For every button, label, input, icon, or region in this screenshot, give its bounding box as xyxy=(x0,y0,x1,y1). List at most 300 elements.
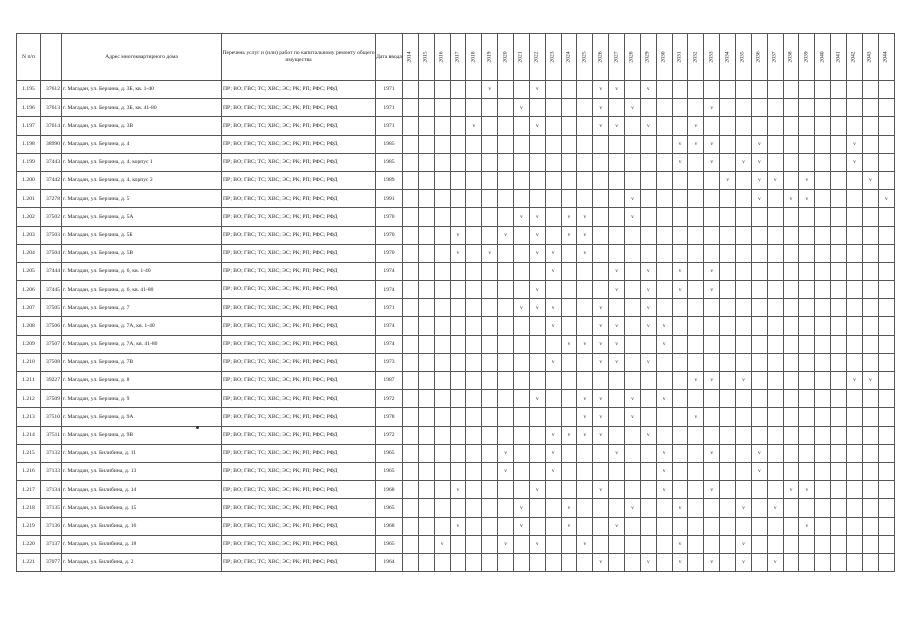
row-address: г. Магадан, ул. Берзина, д. 7 xyxy=(62,299,222,317)
table-row xyxy=(17,135,895,153)
year-cell xyxy=(688,517,704,535)
year-cell xyxy=(688,99,704,117)
row-commission-year: 1970 xyxy=(376,244,403,262)
year-cell xyxy=(514,462,530,480)
check-mark: v xyxy=(640,317,656,335)
check-mark: v xyxy=(593,353,609,371)
year-cell xyxy=(593,208,609,226)
year-cell xyxy=(482,353,498,371)
check-mark: v xyxy=(625,99,641,117)
check-mark: v xyxy=(529,208,545,226)
year-cell xyxy=(418,408,434,426)
header-year-label: 2018 xyxy=(470,51,477,63)
year-cell xyxy=(434,153,450,171)
year-cell xyxy=(640,135,656,153)
check-mark: v xyxy=(847,135,863,153)
year-cell xyxy=(593,535,609,553)
year-cell xyxy=(418,353,434,371)
row-services: ПР; ВО; ГВС; ТС; ХВС; ЭС; РК; РП; РФС; РФД xyxy=(222,226,376,244)
year-cell xyxy=(799,553,815,571)
year-cell xyxy=(799,244,815,262)
year-cell xyxy=(593,444,609,462)
row-services: ПР; ВО; ГВС; ТС; ХВС; ЭС; РК; РП; РФС; РФД xyxy=(222,135,376,153)
year-cell xyxy=(403,462,419,480)
year-cell xyxy=(831,171,847,189)
row-address: г. Магадан, ул. Берзина, д. 5А xyxy=(62,208,222,226)
year-cell xyxy=(529,262,545,280)
header-address: Адрес многоквартирного дома xyxy=(62,34,222,81)
check-mark: v xyxy=(672,262,688,280)
year-cell xyxy=(434,317,450,335)
year-cell xyxy=(688,481,704,499)
year-cell xyxy=(815,117,831,135)
year-cell xyxy=(767,208,783,226)
year-cell xyxy=(688,190,704,208)
year-cell xyxy=(799,262,815,280)
check-mark: v xyxy=(625,390,641,408)
year-cell xyxy=(799,281,815,299)
year-cell xyxy=(529,553,545,571)
header-year xyxy=(498,34,514,81)
check-mark: v xyxy=(434,535,450,553)
year-cell xyxy=(403,335,419,353)
row-house-id: 37134 xyxy=(41,481,62,499)
row-commission-year: 1971 xyxy=(376,81,403,99)
row-services: ПР; ВО; ГВС; ТС; ХВС; ЭС; РК; РП; РФС; РФД xyxy=(222,372,376,390)
table-row xyxy=(17,462,895,480)
row-number: 1.196 xyxy=(17,99,41,117)
year-cell xyxy=(561,299,577,317)
year-cell xyxy=(656,517,672,535)
year-cell xyxy=(593,462,609,480)
row-address: г. Магадан, ул. Берзина, д. 5 xyxy=(62,190,222,208)
year-cell xyxy=(625,153,641,171)
year-cell xyxy=(403,426,419,444)
header-year xyxy=(577,34,593,81)
year-cell xyxy=(783,208,799,226)
year-cell xyxy=(783,335,799,353)
year-cell xyxy=(577,171,593,189)
year-cell xyxy=(403,535,419,553)
year-cell xyxy=(466,426,482,444)
year-cell xyxy=(498,517,514,535)
year-cell xyxy=(482,481,498,499)
row-number: 1.195 xyxy=(17,81,41,99)
row-house-id: 37077 xyxy=(41,553,62,571)
year-cell xyxy=(403,117,419,135)
year-cell xyxy=(450,262,466,280)
year-cell xyxy=(434,262,450,280)
year-cell xyxy=(799,117,815,135)
year-cell xyxy=(609,499,625,517)
check-mark: v xyxy=(593,553,609,571)
year-cell xyxy=(625,262,641,280)
year-cell xyxy=(799,462,815,480)
year-cell xyxy=(751,499,767,517)
year-cell xyxy=(862,153,878,171)
year-cell xyxy=(593,281,609,299)
year-cell xyxy=(862,81,878,99)
year-cell xyxy=(482,262,498,280)
year-cell xyxy=(799,426,815,444)
year-cell xyxy=(847,244,863,262)
year-cell xyxy=(593,190,609,208)
check-mark: v xyxy=(450,226,466,244)
year-cell xyxy=(625,517,641,535)
header-year xyxy=(656,34,672,81)
year-cell xyxy=(529,517,545,535)
row-address: г. Магадан, ул. Берзина, д. 3Б, кв. 41-80 xyxy=(62,99,222,117)
check-mark: v xyxy=(593,117,609,135)
row-services: ПР; ВО; ГВС; ТС; ХВС; ЭС; РК; РП; РФС; РФД xyxy=(222,499,376,517)
year-cell xyxy=(672,372,688,390)
row-house-id: 37502 xyxy=(41,208,62,226)
year-cell xyxy=(545,553,561,571)
year-cell xyxy=(498,426,514,444)
row-house-id: 37442 xyxy=(41,171,62,189)
table-row xyxy=(17,153,895,171)
year-cell xyxy=(514,262,530,280)
year-cell xyxy=(767,190,783,208)
year-cell xyxy=(736,299,752,317)
check-mark: v xyxy=(656,444,672,462)
year-cell xyxy=(736,190,752,208)
year-cell xyxy=(847,171,863,189)
check-mark: v xyxy=(514,499,530,517)
check-mark: v xyxy=(672,135,688,153)
year-cell xyxy=(434,372,450,390)
row-address: г. Магадан, ул. Берзина, д. 7В xyxy=(62,353,222,371)
year-cell xyxy=(767,299,783,317)
row-house-id: 39227 xyxy=(41,372,62,390)
row-services: ПР; ВО; ГВС; ТС; ХВС; ЭС; РК; РП; РФС; РФД xyxy=(222,335,376,353)
year-cell xyxy=(498,281,514,299)
row-house-id: 37132 xyxy=(41,444,62,462)
check-mark: v xyxy=(625,208,641,226)
year-cell xyxy=(609,99,625,117)
year-cell xyxy=(450,317,466,335)
year-cell xyxy=(466,99,482,117)
year-cell xyxy=(403,99,419,117)
year-cell xyxy=(878,153,894,171)
year-cell xyxy=(434,81,450,99)
row-number: 1.212 xyxy=(17,390,41,408)
check-mark: v xyxy=(482,81,498,99)
row-address: г. Магадан, ул. Билибина, д. 16 xyxy=(62,517,222,535)
year-cell xyxy=(609,535,625,553)
year-cell xyxy=(418,135,434,153)
year-cell xyxy=(450,171,466,189)
check-mark: v xyxy=(656,390,672,408)
year-cell xyxy=(736,135,752,153)
year-cell xyxy=(403,226,419,244)
year-cell xyxy=(466,81,482,99)
year-cell xyxy=(831,535,847,553)
year-cell xyxy=(656,372,672,390)
row-number: 1.218 xyxy=(17,499,41,517)
year-cell xyxy=(831,281,847,299)
year-cell xyxy=(720,99,736,117)
check-mark: v xyxy=(609,317,625,335)
header-year xyxy=(720,34,736,81)
year-cell xyxy=(418,390,434,408)
year-cell xyxy=(862,135,878,153)
year-cell xyxy=(418,171,434,189)
check-mark: v xyxy=(609,281,625,299)
year-cell xyxy=(704,535,720,553)
year-cell xyxy=(545,281,561,299)
year-cell xyxy=(418,226,434,244)
year-cell xyxy=(767,81,783,99)
year-cell xyxy=(704,190,720,208)
table-row xyxy=(17,372,895,390)
check-mark: v xyxy=(767,499,783,517)
year-cell xyxy=(688,153,704,171)
year-cell xyxy=(656,244,672,262)
year-cell xyxy=(403,517,419,535)
year-cell xyxy=(640,535,656,553)
row-address: г. Магадан, ул. Берзина, д. 6, кв. 41-80 xyxy=(62,281,222,299)
year-cell xyxy=(862,553,878,571)
row-number: 1.199 xyxy=(17,153,41,171)
year-cell xyxy=(704,244,720,262)
row-services: ПР; ВО; ГВС; ТС; ХВС; ЭС; РК; РП; РФС; РФД xyxy=(222,390,376,408)
check-mark: v xyxy=(577,426,593,444)
row-services: ПР; ВО; ГВС; ТС; ХВС; ЭС; РК; РП; РФС; РФД xyxy=(222,299,376,317)
header-year-label: 2020 xyxy=(502,51,509,63)
year-cell xyxy=(799,81,815,99)
year-cell xyxy=(545,81,561,99)
year-cell xyxy=(434,499,450,517)
year-cell xyxy=(751,335,767,353)
year-cell xyxy=(783,317,799,335)
check-mark: v xyxy=(640,281,656,299)
year-cell xyxy=(593,135,609,153)
row-house-id: 37511 xyxy=(41,426,62,444)
year-cell xyxy=(878,426,894,444)
check-mark: v xyxy=(656,481,672,499)
row-commission-year: 1968 xyxy=(376,517,403,535)
year-cell xyxy=(561,171,577,189)
year-cell xyxy=(450,99,466,117)
header-year-label: 2019 xyxy=(486,51,493,63)
check-mark: v xyxy=(545,262,561,280)
header-year xyxy=(736,34,752,81)
year-cell xyxy=(767,462,783,480)
year-cell xyxy=(434,481,450,499)
year-cell xyxy=(878,390,894,408)
header-year xyxy=(831,34,847,81)
header-year xyxy=(862,34,878,81)
year-cell xyxy=(862,335,878,353)
year-cell xyxy=(403,171,419,189)
year-cell xyxy=(783,81,799,99)
year-cell xyxy=(577,499,593,517)
year-cell xyxy=(704,81,720,99)
check-mark: v xyxy=(799,481,815,499)
year-cell xyxy=(656,281,672,299)
year-cell xyxy=(767,135,783,153)
year-cell xyxy=(688,281,704,299)
row-house-id: 38990 xyxy=(41,135,62,153)
row-number: 1.206 xyxy=(17,281,41,299)
year-cell xyxy=(403,281,419,299)
year-cell xyxy=(656,226,672,244)
row-address: г. Магадан, ул. Билибина, д. 15 xyxy=(62,499,222,517)
row-number: 1.216 xyxy=(17,462,41,480)
header-year xyxy=(529,34,545,81)
year-cell xyxy=(672,517,688,535)
header-year-label: 2031 xyxy=(676,51,683,63)
check-mark: v xyxy=(593,408,609,426)
row-address: г. Магадан, ул. Берзина, д. 4, корпус 1 xyxy=(62,153,222,171)
year-cell xyxy=(847,262,863,280)
year-cell xyxy=(545,171,561,189)
year-cell xyxy=(577,117,593,135)
check-mark: v xyxy=(704,444,720,462)
year-cell xyxy=(783,226,799,244)
year-cell xyxy=(561,99,577,117)
year-cell xyxy=(736,335,752,353)
check-mark: v xyxy=(704,135,720,153)
year-cell xyxy=(561,281,577,299)
year-cell xyxy=(736,226,752,244)
year-cell xyxy=(529,444,545,462)
year-cell xyxy=(450,408,466,426)
year-cell xyxy=(831,299,847,317)
year-cell xyxy=(847,444,863,462)
table-row xyxy=(17,190,895,208)
year-cell xyxy=(767,353,783,371)
row-number: 1.202 xyxy=(17,208,41,226)
year-cell xyxy=(831,408,847,426)
check-mark: v xyxy=(704,372,720,390)
year-cell xyxy=(466,244,482,262)
row-number: 1.211 xyxy=(17,372,41,390)
table-row xyxy=(17,553,895,571)
year-cell xyxy=(736,426,752,444)
year-cell xyxy=(720,226,736,244)
year-cell xyxy=(514,390,530,408)
year-cell xyxy=(878,535,894,553)
row-house-id: 37443 xyxy=(41,153,62,171)
year-cell xyxy=(688,535,704,553)
year-cell xyxy=(466,171,482,189)
row-address: г. Магадан, ул. Берзина, д. 3Б, кв. 1-40 xyxy=(62,81,222,99)
year-cell xyxy=(561,244,577,262)
row-commission-year: 1965 xyxy=(376,462,403,480)
year-cell xyxy=(514,353,530,371)
year-cell xyxy=(545,226,561,244)
year-cell xyxy=(403,353,419,371)
row-services: ПР; ВО; ГВС; ТС; ХВС; ЭС; РК; РП; РФС; РФД xyxy=(222,353,376,371)
year-cell xyxy=(625,226,641,244)
year-cell xyxy=(577,553,593,571)
header-year-label: 2022 xyxy=(534,51,540,63)
year-cell xyxy=(736,244,752,262)
year-cell xyxy=(450,153,466,171)
year-cell xyxy=(529,171,545,189)
year-cell xyxy=(815,171,831,189)
row-house-id: 37505 xyxy=(41,299,62,317)
check-mark: v xyxy=(609,262,625,280)
table-row xyxy=(17,335,895,353)
row-number: 1.205 xyxy=(17,262,41,280)
year-cell xyxy=(736,171,752,189)
year-cell xyxy=(577,317,593,335)
year-cell xyxy=(767,481,783,499)
check-mark: v xyxy=(561,499,577,517)
year-cell xyxy=(704,390,720,408)
year-cell xyxy=(498,317,514,335)
year-cell xyxy=(514,153,530,171)
row-address: г. Магадан, ул. Берзина, д. 9 xyxy=(62,390,222,408)
year-cell xyxy=(498,262,514,280)
year-cell xyxy=(847,335,863,353)
year-cell xyxy=(625,372,641,390)
year-cell xyxy=(720,390,736,408)
year-cell xyxy=(847,281,863,299)
check-mark: v xyxy=(751,135,767,153)
year-cell xyxy=(847,535,863,553)
year-cell xyxy=(751,517,767,535)
check-mark: v xyxy=(466,117,482,135)
year-cell xyxy=(847,462,863,480)
year-cell xyxy=(656,208,672,226)
check-mark: v xyxy=(450,481,466,499)
header-year xyxy=(561,34,577,81)
year-cell xyxy=(736,462,752,480)
year-cell xyxy=(640,372,656,390)
year-cell xyxy=(831,517,847,535)
check-mark: v xyxy=(514,208,530,226)
year-cell xyxy=(815,372,831,390)
year-cell xyxy=(482,190,498,208)
year-cell xyxy=(545,372,561,390)
year-cell xyxy=(577,481,593,499)
row-commission-year: 1965 xyxy=(376,444,403,462)
year-cell xyxy=(736,117,752,135)
header-year-label: 2032 xyxy=(692,51,699,63)
row-number: 1.200 xyxy=(17,171,41,189)
year-cell xyxy=(545,535,561,553)
year-cell xyxy=(672,117,688,135)
year-cell xyxy=(529,426,545,444)
check-mark: v xyxy=(704,281,720,299)
year-cell xyxy=(847,299,863,317)
check-mark: v xyxy=(688,408,704,426)
year-cell xyxy=(561,553,577,571)
year-cell xyxy=(640,481,656,499)
check-mark: v xyxy=(561,226,577,244)
year-cell xyxy=(878,299,894,317)
year-cell xyxy=(799,372,815,390)
row-commission-year: 1989 xyxy=(376,171,403,189)
year-cell xyxy=(656,553,672,571)
check-mark: v xyxy=(577,208,593,226)
year-cell xyxy=(815,299,831,317)
check-mark: v xyxy=(593,481,609,499)
year-cell xyxy=(815,444,831,462)
row-number: 1.217 xyxy=(17,481,41,499)
year-cell xyxy=(704,171,720,189)
year-cell xyxy=(514,426,530,444)
year-cell xyxy=(688,244,704,262)
header-year-label: 2025 xyxy=(581,51,588,63)
year-cell xyxy=(466,299,482,317)
year-cell xyxy=(609,390,625,408)
row-services: ПР; ВО; ГВС; ТС; ХВС; ЭС; РК; РП; РФС; РФД xyxy=(222,208,376,226)
